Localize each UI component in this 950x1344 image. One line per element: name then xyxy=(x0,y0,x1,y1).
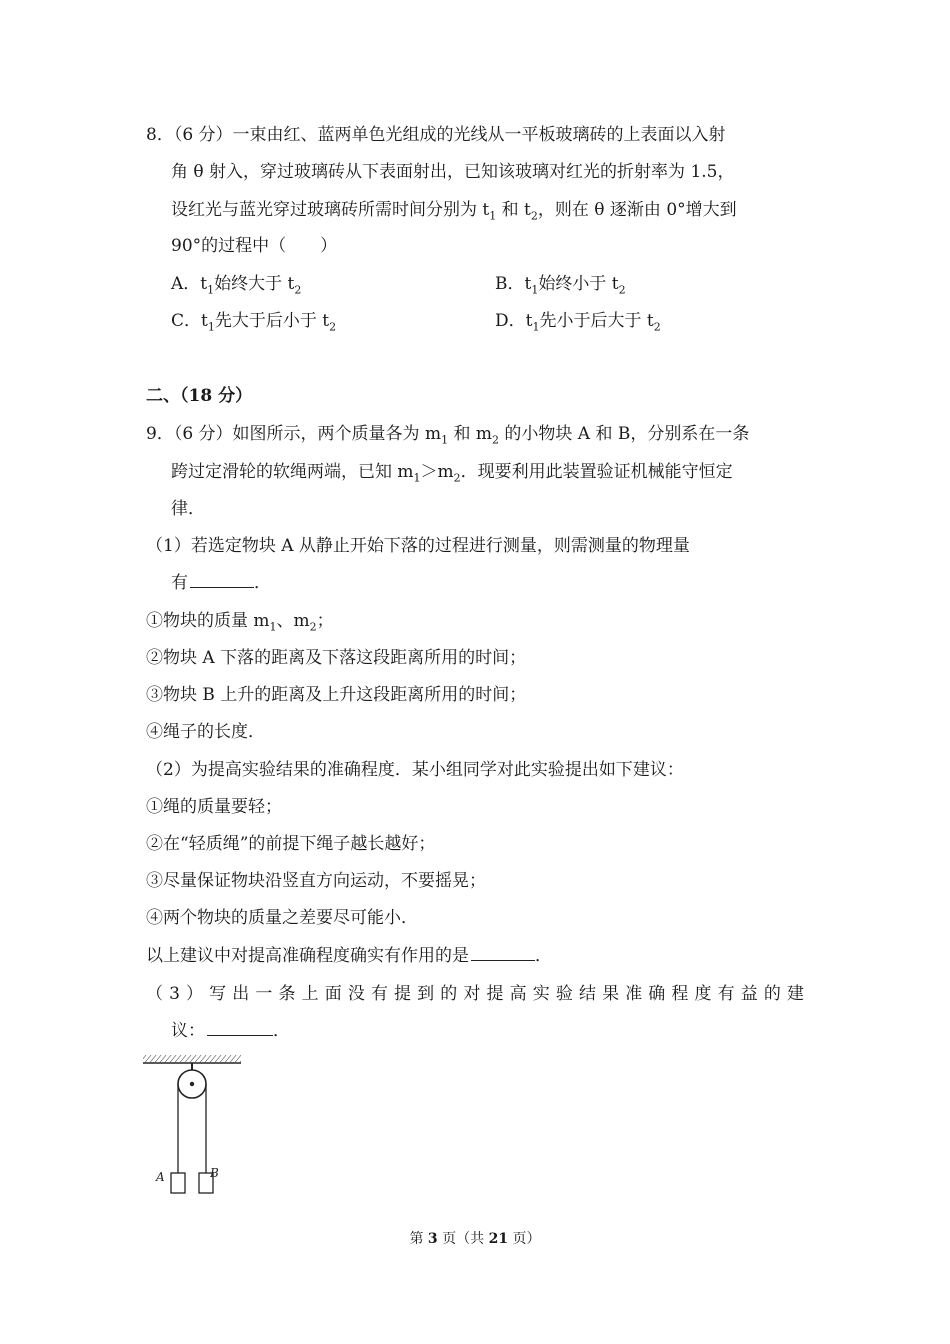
q9-suggestion-2: ②在“轻质绳”的前提下绳子越长越好； xyxy=(146,834,436,854)
q9-option-1: ①物块的质量 $m_1$、$m_2$； xyxy=(146,611,334,634)
label-a: A xyxy=(156,1170,165,1184)
q9-line-2: 跨过定滑轮的软绳两端，已知 $m_1>m_2$．现要利用此装置验证机械能守恒定 xyxy=(171,462,733,485)
q9-suggestion-1: ①绳的质量要轻； xyxy=(146,797,282,817)
answer-blank-3[interactable] xyxy=(207,1021,273,1036)
q9-suggestion-4: ④两个物块的质量之差要尽可能小． xyxy=(146,908,418,928)
q9-part1-line-1: （1）若选定物块 A 从静止开始下落的过程进行测量，则需测量的物理量 xyxy=(146,536,690,556)
q9-part2-line-1: （2）为提高实验结果的准确程度．某小组同学对此实验提出如下建议： xyxy=(146,760,684,780)
label-b: B xyxy=(210,1166,219,1180)
q8-option-c: C．$t_1$先大于后小于 $t_2$ xyxy=(171,311,337,334)
ceiling-hatch xyxy=(143,1055,241,1062)
q9-option-4: ④绳子的长度． xyxy=(146,722,265,742)
q8-line-3: 设红光与蓝光穿过玻璃砖所需时间分别为 $t_1$ 和 $t_2$，则在 θ 逐渐由 0°增大到 xyxy=(171,200,737,223)
pulley-diagram xyxy=(140,1050,250,1200)
q9-part1-line-2: 有 ． xyxy=(171,573,271,593)
section-heading: 二、（18 分） xyxy=(146,386,253,406)
q9-line-3: 律． xyxy=(171,499,205,519)
q9-suggestion-conclusion: 以上建议中对提高准确程度确实有作用的是 ． xyxy=(146,946,552,966)
block-a xyxy=(171,1173,185,1193)
q8-line-4: 90°的过程中（ ） xyxy=(171,236,338,256)
pulley-axle xyxy=(190,1082,194,1086)
q9-suggestion-3: ③尽量保证物块沿竖直方向运动，不要摇晃； xyxy=(146,871,486,891)
q9-option-2: ②物块 A 下落的距离及下落这段距离所用的时间； xyxy=(146,648,527,668)
page-footer: 第 3 页（共 21 页） xyxy=(409,1231,541,1247)
answer-blank-2[interactable] xyxy=(471,946,535,961)
q8-option-b: B．$t_1$始终小于 $t_2$ xyxy=(495,274,626,297)
q8-option-d: D．$t_1$先小于后大于 $t_2$ xyxy=(495,311,661,334)
answer-blank-1[interactable] xyxy=(190,573,254,588)
q8-option-a: A．$t_1$始终大于 $t_2$ xyxy=(171,274,302,297)
q9-part3-line-1: （3）写出一条上面没有提到的对提高实验结果准确程度有益的建 xyxy=(146,984,804,1004)
q9-line-1: 9．（6 分）如图所示，两个质量各为 $m_1$ 和 $m_2$ 的小物块 A 和 B，分别系在一条 xyxy=(146,424,750,447)
q8-line-1: 8．（6 分）一束由红、蓝两单色光组成的光线从一平板玻璃砖的上表面以入射 xyxy=(146,125,726,145)
q9-option-3: ③物块 B 上升的距离及上升这段距离所用的时间； xyxy=(146,685,527,705)
q9-part3-line-2: 议： ． xyxy=(171,1021,290,1041)
q8-line-2: 角 θ 射入，穿过玻璃砖从下表面射出，已知该玻璃对红光的折射率为 1.5， xyxy=(171,162,735,182)
